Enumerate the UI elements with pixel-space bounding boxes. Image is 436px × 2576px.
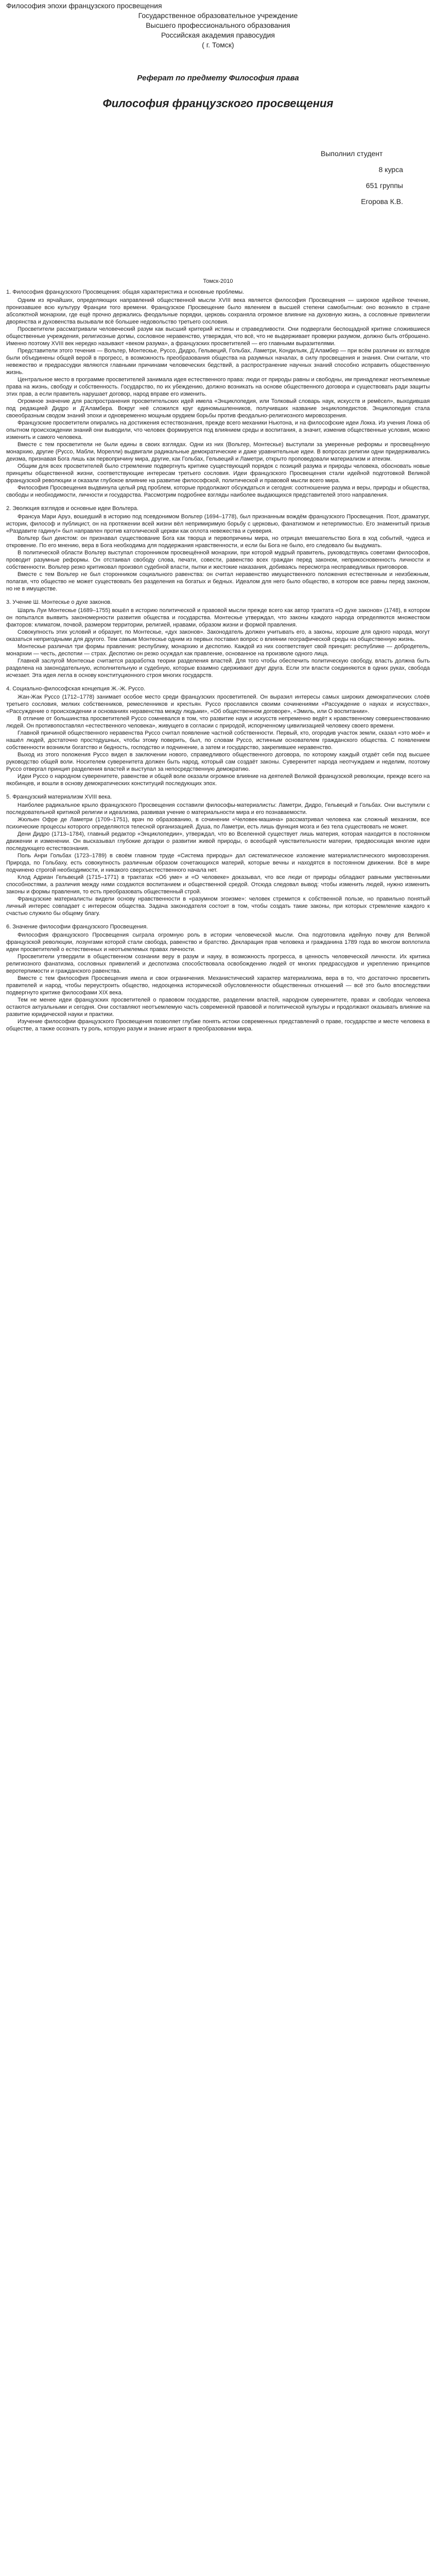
paragraph: Французские просветители опирались на достижения естествознания, прежде всего механики Ньютона, и на философские идеи Локка. Из учения Локка об опытном происхождении знаний они выводили, что человек формируется под влиянием среды и воспитания, а значит, изменив общественные условия, можно изменить и самого человека. bbox=[6, 420, 430, 440]
paragraph: Огромное значение для распространения просветительских идей имела «Энциклопедия, или Толковый словарь наук, искусств и ремёсел», выходившая под редакцией Дидро и Д’Аламбера. Вокруг неё сложился круг единомышленников, получивших название энциклопедистов. Энциклопедия стала своеобразным сводом знаний эпохи и одновременно мощным орудием борьбы против феодально-религиозного мировоззрения. bbox=[6, 398, 430, 419]
paragraph: В отличие от большинства просветителей Руссо сомневался в том, что развитие наук и искусств непременно ведёт к нравственному совершенствованию людей. Он противопоставлял «естественного человека», живущего в согласии с природой, испорченному цивилизацией человеку своего времени. bbox=[6, 716, 430, 729]
paragraph: Клод Адриан Гельвеций (1715–1771) в трактатах «Об уме» и «О человеке» доказывал, что все люди от природы обладают равными умственными способностями, а различия между ними создаются воспитанием и общественной средой. Отсюда следовал вывод: чтобы изменить людей, нужно изменить законы и формы правления, то есть преобразовать общественный строй. bbox=[6, 874, 430, 895]
author-block bbox=[321, 146, 403, 210]
paragraph: Франсуа Мари Аруэ, вошедший в историю под псевдонимом Вольтер (1694–1778), был признанным вождём французского Просвещения. Поэт, драматург, историк, философ и публицист, он на протяжении всей жизни вёл непримиримую борьбу с церковью, фанатизмом и нетерпимостью. Его знаменитый призыв «Раздавите гадину!» был направлен против католической церкви как оплота невежества и суеверия. bbox=[6, 514, 430, 534]
document-body bbox=[6, 287, 430, 1032]
paragraph: Изучение философии французского Просвещения позволяет глубже понять истоки современных представлений о праве, государстве и месте человека в обществе, а также осознать ту роль, которую разум и знание играют в преобразовании мира. bbox=[6, 1019, 430, 1032]
paragraph: Выход из этого положения Руссо видел в заключении нового, справедливого общественного договора, по которому каждый отдаёт себя под высшее руководство общей воли. Носителем суверенитета должен быть народ, который сам создаёт законы. Суверенитет народа неотчуждаем и неделим, поэтому Руссо отвергал принцип разделения властей и выступал за непосредственную демократию. bbox=[6, 752, 430, 772]
city-year: Томск-2010 bbox=[203, 278, 233, 284]
paragraph: Монтескье различал три формы правления: республику, монархию и деспотию. Каждой из них соответствует свой принцип: республике — добродетель, монархии — честь, деспотии — страх. Деспотию он резко осуждал как правление, основанное на произволе одного лица. bbox=[6, 643, 430, 657]
section-heading: 3. Учение Ш. Монтескье о духе законов. bbox=[6, 599, 112, 605]
paragraph: Просветители рассматривали человеческий разум как высший критерий истины и справедливости. Они подвергали беспощадной критике сложившиеся общественные учреждения, религиозные догмы, сословное неравенство, утверждая, что всё, что не выдерживает проверки разумом, должно быть отброшено. Именно поэтому XVIII век нередко называют «веком разума», а французских просветителей — его главными выразителями. bbox=[6, 326, 430, 347]
header-institution-type: Государственное образовательное учреждение bbox=[138, 11, 298, 20]
paragraph: Вместе с тем Вольтер не был сторонником социального равенства: он считал неравенство имущественного положения естественным и неизбежным, полагая, что общество не может существовать без разделения на богатых и бедных. Идеалом для него было общество, в котором все равны перед законом, но не в имуществе. bbox=[6, 571, 430, 592]
paragraph: Совокупность этих условий и образует, по Монтескье, «дух законов». Законодатель должен учитывать его, а законы, хорошие для одного народа, могут оказаться непригодными для другого. Тем самым Монтескье одним из первых поставил вопрос о влиянии географической среды на общественную жизнь. bbox=[6, 629, 430, 642]
paragraph: В политической области Вольтер выступал сторонником просвещённой монархии, при которой мудрый правитель, руководствуясь советами философов, проводит разумные реформы. Он отстаивал свободу слова, печати, совести, равенство всех граждан перед законом, неприкосновенность личности и собственности. Вольтер резко критиковал произвол судебной власти, пытки и жестокие наказания, добиваясь пересмотра несправедливых приговоров. bbox=[6, 550, 430, 570]
report-subtitle: Реферат по предмету Философия права bbox=[137, 74, 299, 82]
header-academy-name: Российская академия правосудия bbox=[161, 31, 275, 39]
document-header bbox=[0, 0, 436, 50]
paragraph: Идеи Руссо о народном суверенитете, равенстве и общей воле оказали огромное влияние на деятелей Великой французской революции, прежде всего на якобинцев, и вошли в основу демократических конституций последующих эпох. bbox=[6, 773, 430, 787]
header-city: ( г. Томск) bbox=[202, 41, 234, 49]
header-education-level: Высшего профессионального образования bbox=[146, 21, 290, 29]
author-year: 8 курса bbox=[378, 165, 403, 174]
document-title: Философия французского просвещения bbox=[102, 97, 334, 110]
paragraph: Шарль Луи Монтескье (1689–1755) вошёл в историю политической и правовой мысли прежде всего как автор трактата «О духе законов» (1748), в котором он попытался выявить закономерности развития общества и государства. Монтескье утверждал, что законы каждого народа определяются множеством факторов: климатом, почвой, размером территории, религией, нравами, образом жизни и формой правления. bbox=[6, 607, 430, 628]
paragraph: Философия французского Просвещения сыграла огромную роль в истории человеческой мысли. Она подготовила идейную почву для Великой французской революции, лозунгами которой стали свобода, равенство и братство. Декларация прав человека и гражданина 1789 года во многом воплотила идеи просветителей о естественных и неотъемлемых правах личности. bbox=[6, 932, 430, 953]
paragraph: Главной причиной общественного неравенства Руссо считал появление частной собственности. Первый, кто, огородив участок земли, сказал «это моё» и нашёл людей, достаточно простодушных, чтобы этому поверить, был, по словам Руссо, истинным основателем гражданского общества. С появлением собственности возникли богатство и бедность, господство и подчинение, а затем и государство, закрепившее неравенство. bbox=[6, 730, 430, 751]
header-title-line: Философия эпохи французского просвещения bbox=[6, 2, 162, 10]
paragraph: Вместе с тем философия Просвещения имела и свои ограничения. Механистический характер материализма, вера в то, что достаточно просветить правителей и народ, чтобы переустроить общество, недооценка исторической обусловленности общественных отношений — всё это было впоследствии подвергнуто критике философами XIX века. bbox=[6, 975, 430, 996]
section-heading: 1. Философия французского Просвещения: общая характеристика и основные проблемы. bbox=[6, 289, 245, 295]
paragraph: Центральное место в программе просветителей занимала идея естественного права: люди от природы равны и свободны, им принадлежат неотъемлемые права на жизнь, свободу и собственность. Государство, по их убеждению, должно возникать на основе общественного договора и существовать ради защиты этих прав, а если правитель нарушает договор, народ вправе его изменить. bbox=[6, 377, 430, 397]
paragraph: Французские материалисты видели основу нравственности в «разумном эгоизме»: человек стремится к собственной пользе, но правильно понятый личный интерес совпадает с интересом общества. Задача законодателя состоит в том, чтобы создать такие законы, при которых стремление каждого к счастью служило бы общему благу. bbox=[6, 896, 430, 917]
author-group: 651 группы bbox=[365, 181, 403, 190]
paragraph: Просветители утвердили в общественном сознании веру в разум и науку, в возможность прогресса, в ценность человеческой личности. Их критика религиозного фанатизма, сословных привилегий и деспотизма способствовала освобождению людей от многих предрассудков и укреплению принципов веротерпимости и гражданского равенства. bbox=[6, 954, 430, 974]
paragraph: Поль Анри Гольбах (1723–1789) в своём главном труде «Система природы» дал систематическое изложение материалистического мировоззрения. Природа, по Гольбаху, есть совокупность различным образом сочетающихся материй, которые вечны и находятся в постоянном движении. Всё в мире подчинено строгой необходимости, и никакого сверхъестественного начала нет. bbox=[6, 853, 430, 873]
paragraph: Дени Дидро (1713–1784), главный редактор «Энциклопедии», утверждал, что во Вселенной существует лишь материя, которая находится в постоянном движении и изменении. Он высказывал глубокие догадки о развитии живой природы, о всеобщей чувствительности материи, предвосхищая многие идеи последующего естествознания. bbox=[6, 831, 430, 852]
paragraph: Представители этого течения — Вольтер, Монтескье, Руссо, Дидро, Гельвеций, Гольбах, Ламетри, Кондильяк, Д’Аламбер — при всём различии их взглядов были объединены общей верой в прогресс, в возможность преобразования общества на разумных началах, в силу просвещения и знания. Они считали, что невежество и предрассудки являются главными причинами человеческих бедствий, а распространение научных знаний способно исправить общественную жизнь. bbox=[6, 348, 430, 376]
paragraph: Наиболее радикальное крыло французского Просвещения составили философы-материалисты: Ламетри, Дидро, Гельвеций и Гольбах. Они выступили с последовательной критикой религии и идеализма, развивая учение о материальности мира и его познаваемости. bbox=[6, 802, 430, 816]
paragraph: Главной заслугой Монтескье считается разработка теории разделения властей. Для того чтобы обеспечить политическую свободу, власть должна быть разделена на законодательную, исполнительную и судебную, которые взаимно сдерживают друг друга. Если эти власти соединяются в одних руках, свобода исчезает. Эта идея легла в основу конституционного строя многих государств. bbox=[6, 658, 430, 679]
paragraph: Одним из ярчайших, определяющих направлений общественной мысли XVIII века является философия Просвещения — широкое идейное течение, пронизавшее всю культуру Франции того времени. Французское Просвещение было явлением в высшей степени самобытным: оно возникло в стране абсолютной монархии, где ещё прочно держались феодальные порядки, церковь сохраняла огромное влияние на духовную жизнь, а сословные привилегии дворянства и духовенства вызывали всё большее недовольство третьего сословия. bbox=[6, 297, 430, 325]
paragraph: Вместе с тем просветители не были едины в своих взглядах. Одни из них (Вольтер, Монтескье) выступали за умеренные реформы и просвещённую монархию, другие (Руссо, Мабли, Морелли) выдвигали радикальные демократические и даже уравнительные идеи. В вопросах религии одни придерживались деизма, признавая Бога лишь как первопричину мира, другие, как Гольбах, Гельвеций и Ламетри, открыто проповедовали материализм и атеизм. bbox=[6, 442, 430, 462]
author-label: Выполнил студент bbox=[321, 149, 383, 158]
section-heading: 5. Французский материализм XVIII века. bbox=[6, 794, 112, 800]
author-name: Егорова К.В. bbox=[361, 197, 403, 206]
section-heading: 4. Социально-философская концепция Ж.-Ж. Руссо. bbox=[6, 686, 146, 692]
paragraph: Жан-Жак Руссо (1712–1778) занимает особое место среди французских просветителей. Он выразил интересы самых широких демократических слоёв третьего сословия, мелких собственников, ремесленников и крестьян. Руссо прославился своими сочинениями «Рассуждение о науках и искусствах», «Рассуждение о происхождении и основаниях неравенства между людьми», «Об общественном договоре», «Эмиль, или О воспитании». bbox=[6, 694, 430, 715]
paragraph: Вольтер был деистом: он признавал существование Бога как творца и первопричины мира, но отрицал вмешательство Бога в ход событий, чудеса и откровение. По его мнению, вера в Бога необходима для поддержания нравственности, и если бы Бога не было, его следовало бы выдумать. bbox=[6, 535, 430, 549]
section-heading: 6. Значение философии французского Просвещения. bbox=[6, 924, 148, 930]
paragraph: Тем не менее идеи французских просветителей о правовом государстве, разделении властей, народном суверенитете, правах и свободах человека остаются актуальными и сегодня. Они составляют неотъемлемую часть современной правовой и политической культуры и продолжают оказывать влияние на развитие юридической науки и практики. bbox=[6, 997, 430, 1018]
paragraph: Общим для всех просветителей было стремление подвергнуть критике существующий порядок с позиций разума и природы человека, обосновать новые принципы общественной жизни, соответствующие интересам третьего сословия. Идеи французского Просвещения стали идейной подготовкой Великой французской революции и оказали глубокое влияние на развитие философской, политической и правовой мысли всего мира. bbox=[6, 463, 430, 484]
paragraph: Философия Просвещения выдвинула целый ряд проблем, которые продолжают обсуждаться и сегодня: соотношение разума и веры, природы и общества, свободы и необходимости, личности и государства. Рассмотрим подробнее взгляды наиболее выдающихся представителей этого направления. bbox=[6, 485, 430, 498]
section-heading: 2. Эволюция взглядов и основные идеи Вольтера. bbox=[6, 505, 138, 512]
paragraph: Жюльен Офре де Ламетри (1709–1751), врач по образованию, в сочинении «Человек-машина» рассматривал человека как сложный механизм, все психические процессы которого определяются телесной организацией. Душа, по Ламетри, есть лишь функция мозга и без тела существовать не может. bbox=[6, 817, 430, 830]
